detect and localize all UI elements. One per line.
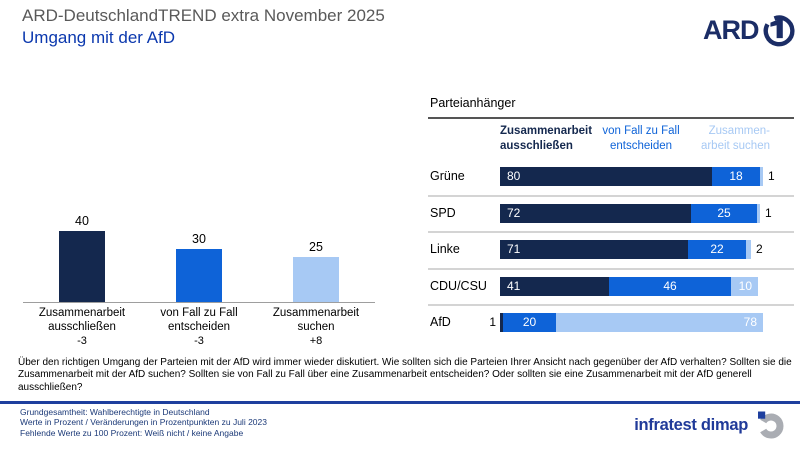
segment-cducsu-0: 41 xyxy=(500,277,609,296)
segment-spd-1: 25 xyxy=(691,204,757,223)
bar-category-line: Zusammenarbeit xyxy=(272,307,360,319)
segment-cducsu-2: 10 xyxy=(731,277,758,296)
outside-value-spd-2: 1 xyxy=(765,205,772,220)
infratest-dimap-wordmark: infratest dimap xyxy=(634,415,748,434)
parteianhaenger-title: Parteianhänger xyxy=(430,96,516,110)
bar-change-label: +8 xyxy=(309,335,323,347)
segment-linke-1: 22 xyxy=(688,240,746,259)
outside-value-grune-2: 1 xyxy=(768,169,775,183)
page-subtitle: Umgang mit der AfD xyxy=(22,28,176,47)
ard-logo xyxy=(703,11,798,49)
legend-line: entscheiden xyxy=(609,139,673,152)
party-label-afd: AfD xyxy=(430,315,451,329)
bar-change-label: -3 xyxy=(77,335,87,347)
footer-divider xyxy=(0,401,800,404)
bar xyxy=(176,249,222,302)
survey-question-text: Über den richtigen Umgang der Parteien mit der AfD wird immer wieder diskutiert. Wie sollten sich die Parteien Ihrer Ansicht nach gegenüber der AfD verhalten? Sollten sie die Zusammenarbeit mit der AfD suchen? Sollten sie von Fall zu Fall über eine Zusammenarbeit entscheiden? Oder sollten sie eine Zusammenarbeit mit der AfD generell ausschließen? xyxy=(18,357,792,393)
bar-value-label: 30 xyxy=(192,232,206,246)
row-separator xyxy=(428,231,794,233)
segment-grune-2 xyxy=(760,167,763,186)
legend-zusammenarbeit-suchen xyxy=(690,124,770,153)
bar-change-label: -3 xyxy=(194,335,204,347)
bar-category-line: von Fall zu Fall xyxy=(160,307,238,319)
row-separator xyxy=(428,304,794,306)
footnote xyxy=(20,407,267,438)
footnote-line: Fehlende Werte zu 100 Prozent: Weiß nicht / keine Angabe xyxy=(20,427,244,438)
bar-category-line: suchen xyxy=(297,320,335,333)
party-label-spd: SPD xyxy=(430,205,456,220)
bar xyxy=(59,231,105,302)
footnote-line: Werte in Prozent / Veränderungen in Prozentpunkten zu Juli 2023 xyxy=(20,417,267,428)
party-label-linke: Linke xyxy=(430,242,460,256)
segment-afd-1: 20 xyxy=(503,313,556,332)
outside-value-afd-0: 1 xyxy=(489,315,496,329)
ard-wordmark: ARD xyxy=(703,14,759,45)
outside-value-linke-2: 2 xyxy=(756,242,763,256)
legend-line: ausschließen xyxy=(500,139,573,152)
ard-one-circle-icon xyxy=(760,11,798,49)
x-axis-line xyxy=(23,302,375,303)
bar-category-line: Zusammenarbeit xyxy=(38,307,126,319)
segment-cducsu-1: 46 xyxy=(609,277,731,296)
parteianhaenger-underline xyxy=(428,117,794,119)
infratest-dimap-icon xyxy=(754,410,784,440)
infratest-dimap-logo xyxy=(634,410,784,440)
party-label-cducsu: CDU/CSU xyxy=(430,278,487,293)
segment-afd-2: 78 xyxy=(556,313,763,332)
legend-von-fall-zu-fall xyxy=(581,124,701,153)
bar xyxy=(293,257,339,302)
segment-grune-0: 80 xyxy=(500,167,712,186)
legend-line: von Fall zu Fall xyxy=(602,125,680,137)
bar-category-line: ausschließen xyxy=(48,320,116,333)
bar-category-line: entscheiden xyxy=(167,320,231,333)
legend-line: Zusammen- xyxy=(708,125,770,137)
legend-line: Zusammenarbeit xyxy=(500,125,593,137)
segment-linke-2 xyxy=(746,240,751,259)
bar-value-label: 25 xyxy=(309,240,323,254)
bar-value-label: 40 xyxy=(75,214,89,228)
page-title: ARD-DeutschlandTREND extra November 2025 xyxy=(22,6,385,25)
party-label-grune: Grüne xyxy=(430,169,465,183)
segment-spd-0: 72 xyxy=(500,204,691,223)
legend-line: arbeit suchen xyxy=(700,139,770,152)
bar-category-label xyxy=(246,307,386,334)
segment-linke-0: 71 xyxy=(500,240,688,259)
segment-spd-2 xyxy=(757,204,760,223)
row-separator xyxy=(428,195,794,197)
footnote-line: Grundgesamtheit: Wahlberechtigte in Deutschland xyxy=(20,407,210,417)
row-separator xyxy=(428,268,794,270)
segment-grune-1: 18 xyxy=(712,167,760,186)
